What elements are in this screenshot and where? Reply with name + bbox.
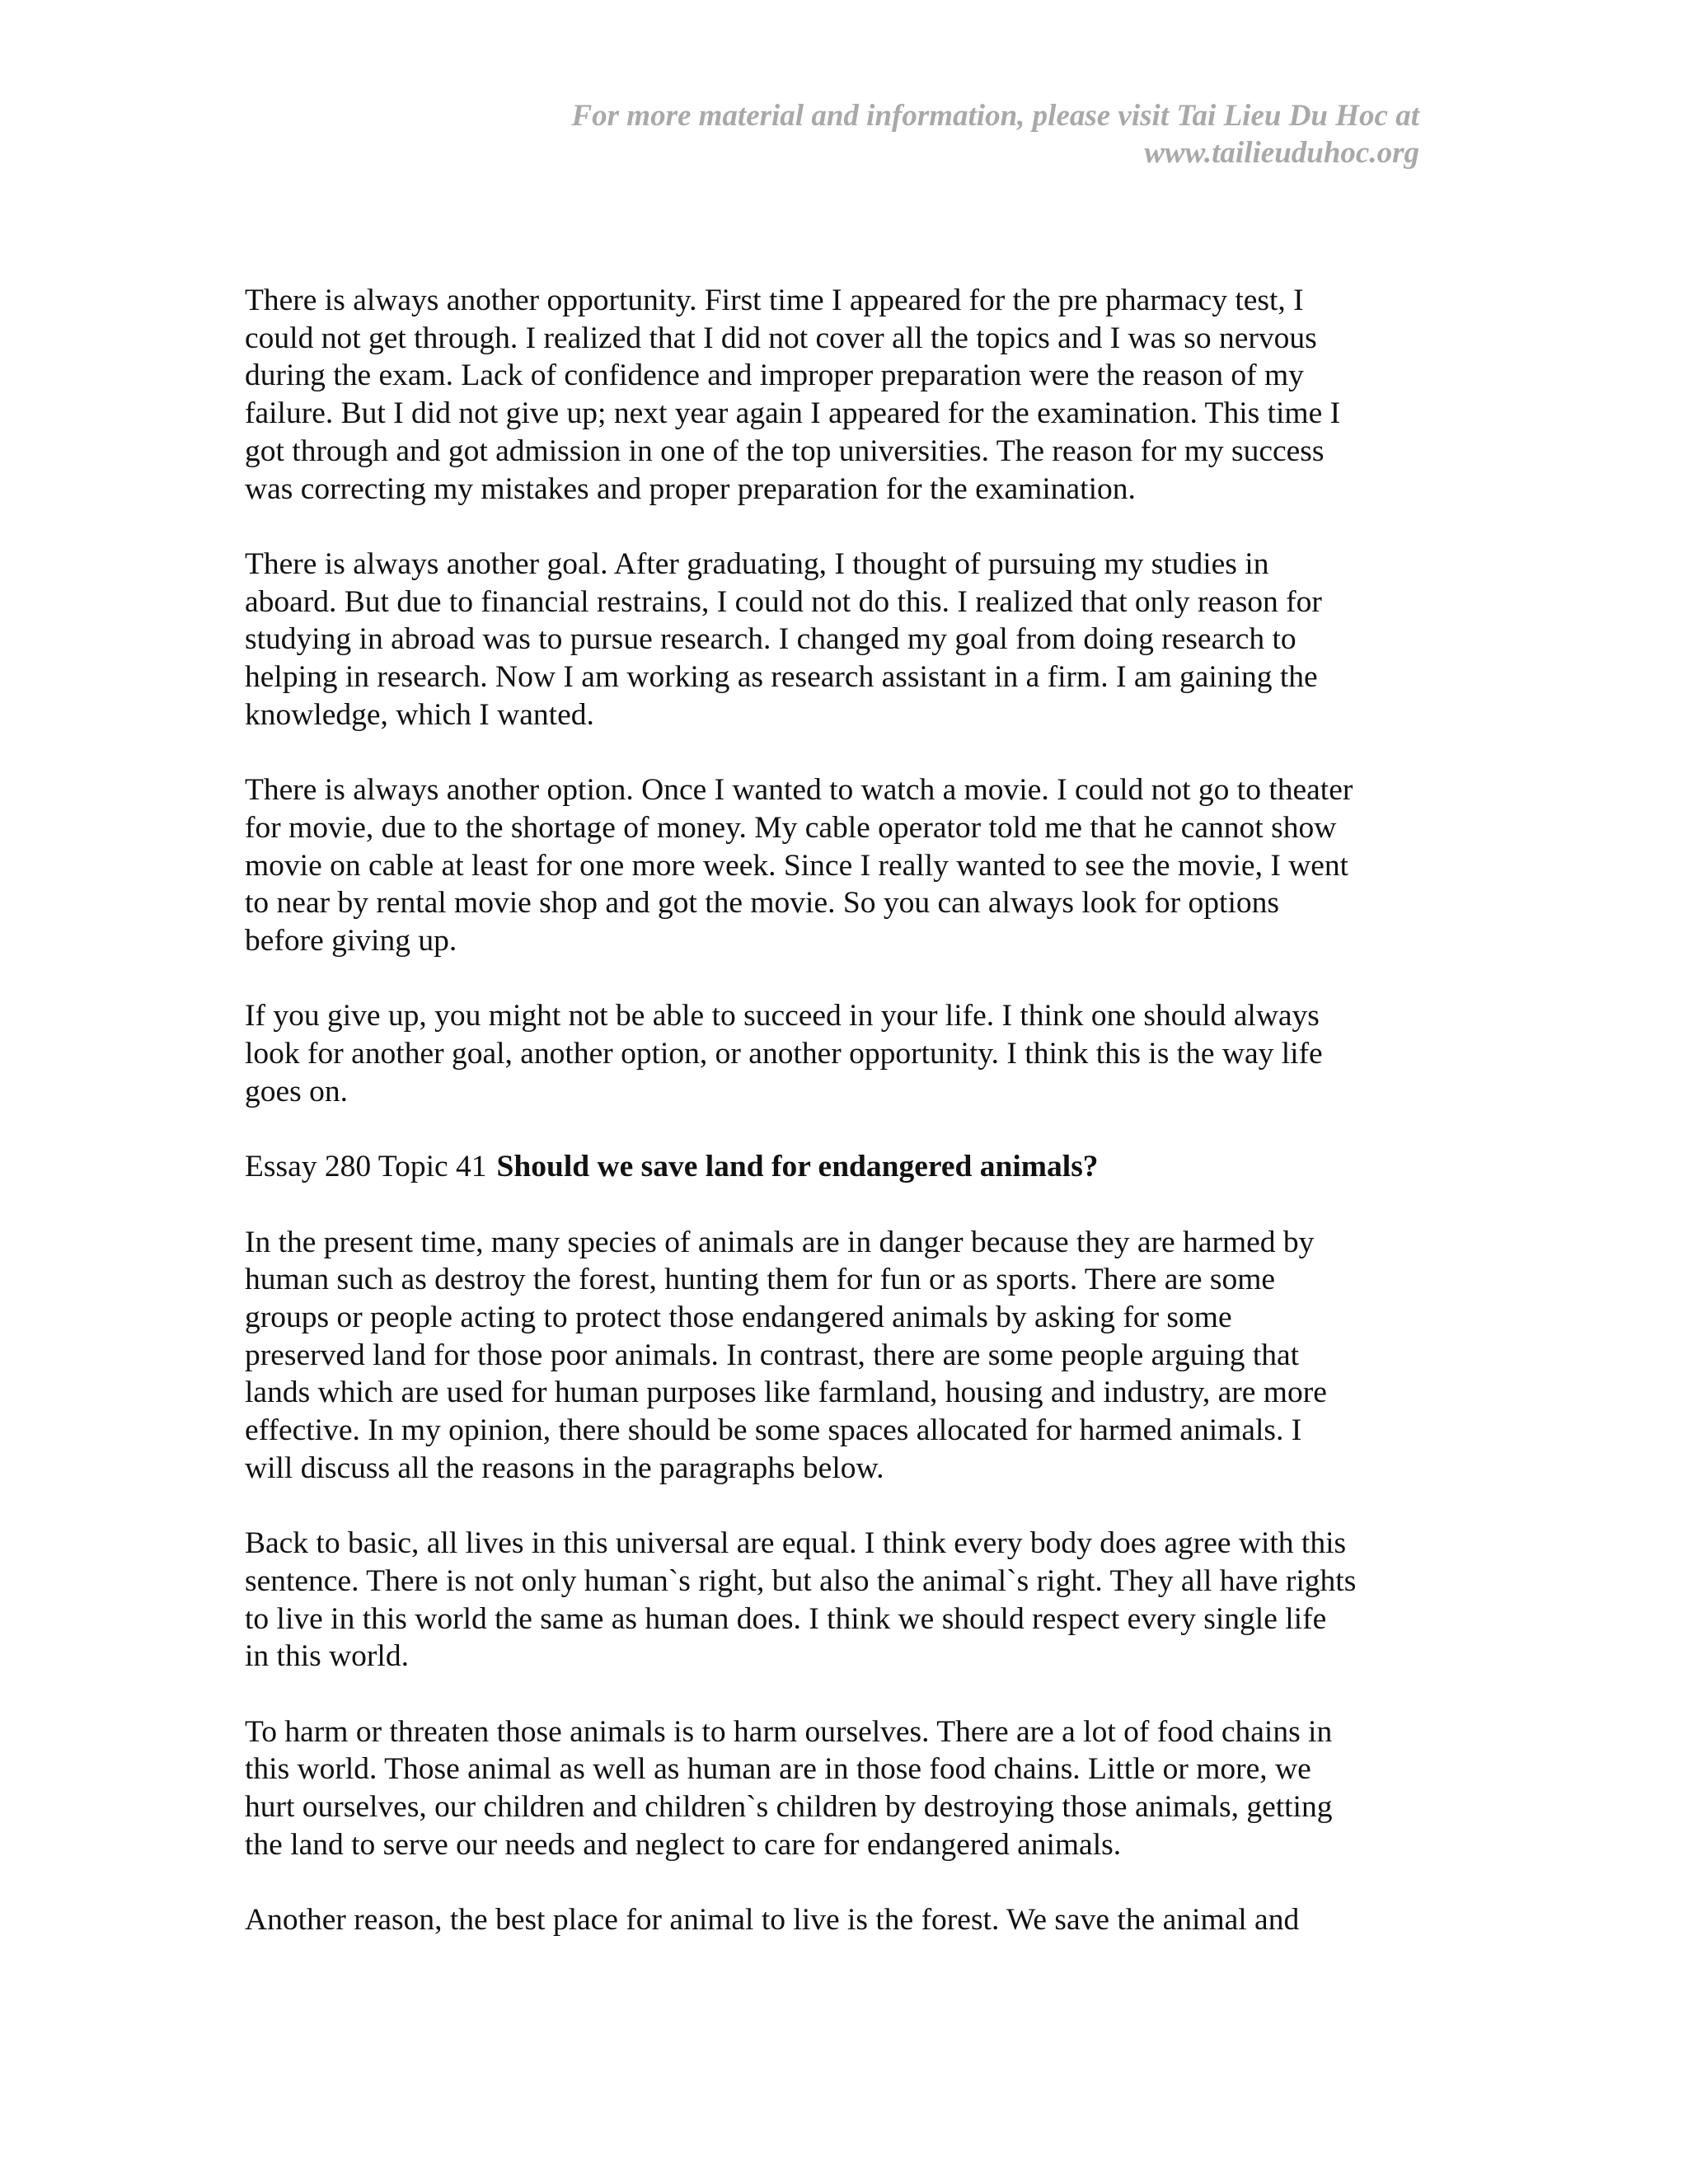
text-line: There is always another opportunity. First time I appeared for the pre pharmacy test, I xyxy=(245,284,1304,317)
essay-label: Essay 280 Topic 41 xyxy=(245,1150,487,1184)
text-line: look for another goal, another option, or another opportunity. I think this is the way life xyxy=(245,1037,1323,1071)
paragraph-equal-lives xyxy=(245,1525,1432,1675)
text-line: the land to serve our needs and neglect to care for endangered animals. xyxy=(245,1827,1122,1862)
text-line: to live in this world the same as human does. I think we should respect every single life xyxy=(245,1601,1327,1636)
text-line: effective. In my opinion, there should be some spaces allocated for harmed animals. I xyxy=(245,1413,1302,1448)
page-header xyxy=(430,97,1419,171)
text-line: To harm or threaten those animals is to harm ourselves. There are a lot of food chains in xyxy=(245,1714,1333,1749)
paragraph-food-chains xyxy=(245,1713,1432,1864)
text-line: hurt ourselves, our children and children`s children by destroying those animals, getting xyxy=(245,1790,1333,1825)
text-line: If you give up, you might not be able to succeed in your life. I think one should always xyxy=(245,999,1320,1033)
text-line: There is always another goal. After graduating, I thought of pursuing my studies in xyxy=(245,546,1269,581)
text-line: will discuss all the reasons in the paragraphs below. xyxy=(245,1451,884,1485)
text-line: Another reason, the best place for animal to live is the forest. We save the animal and xyxy=(245,1903,1300,1938)
essay-heading xyxy=(245,1148,1432,1186)
text-line: Back to basic, all lives in this universal are equal. I think every body does agree with this xyxy=(245,1526,1347,1561)
text-line: could not get through. I realized that I did not cover all the topics and I was so nervous xyxy=(245,321,1317,355)
paragraph-forest xyxy=(245,1901,1432,1939)
header-website: www.tailieuduhoc.org xyxy=(1144,136,1419,170)
essay-title: Should we save land for endangered animals? xyxy=(496,1150,1099,1184)
paragraph-goal xyxy=(245,546,1432,734)
text-line: human such as destroy the forest, hunting them for fun or as sports. There are some xyxy=(245,1263,1276,1297)
paragraph-opportunity xyxy=(245,282,1432,508)
text-line: this world. Those animal as well as human are in those food chains. Little or more, we xyxy=(245,1752,1311,1787)
text-line: There is always another option. Once I wanted to watch a movie. I could not go to theater xyxy=(245,773,1353,808)
paragraph-conclusion xyxy=(245,997,1432,1110)
text-line: studying in abroad was to pursue research. I changed my goal from doing research to xyxy=(245,622,1296,657)
text-line: got through and got admission in one of the top universities. The reason for my success xyxy=(245,434,1325,468)
text-line: groups or people acting to protect those endangered animals by asking for some xyxy=(245,1300,1232,1334)
header-line-1: For more material and information, please visit Tai Lieu Du Hoc at xyxy=(571,99,1419,133)
text-line: during the exam. Lack of confidence and improper preparation were the reason of my xyxy=(245,359,1304,393)
text-line: movie on cable at least for one more week. Since I really wanted to see the movie, I went xyxy=(245,848,1349,883)
text-line: sentence. There is not only human`s right, but also the animal`s right. They all have rights xyxy=(245,1563,1357,1598)
text-line: before giving up. xyxy=(245,923,457,958)
text-line: was correcting my mistakes and proper preparation for the examination. xyxy=(245,471,1136,506)
text-line: failure. But I did not give up; next year again I appeared for the examination. This time I xyxy=(245,396,1341,431)
text-line: In the present time, many species of animals are in danger because they are harmed by xyxy=(245,1225,1315,1259)
text-line: to near by rental movie shop and got the movie. So you can always look for options xyxy=(245,886,1279,921)
text-line: for movie, due to the shortage of money. My cable operator told me that he cannot show xyxy=(245,810,1337,845)
paragraph-introduction xyxy=(245,1224,1432,1488)
text-line: knowledge, which I wanted. xyxy=(245,697,594,732)
text-line: helping in research. Now I am working as research assistant in a firm. I am gaining the xyxy=(245,660,1318,695)
text-line: in this world. xyxy=(245,1639,409,1674)
paragraph-option xyxy=(245,771,1432,960)
text-line: goes on. xyxy=(245,1074,348,1108)
text-line: aboard. But due to financial restrains, I could not do this. I realized that only reason for xyxy=(245,584,1322,619)
text-line: lands which are used for human purposes like farmland, housing and industry, are more xyxy=(245,1376,1327,1410)
document-body xyxy=(245,282,1432,1977)
text-line: preserved land for those poor animals. In contrast, there are some people arguing that xyxy=(245,1338,1300,1372)
